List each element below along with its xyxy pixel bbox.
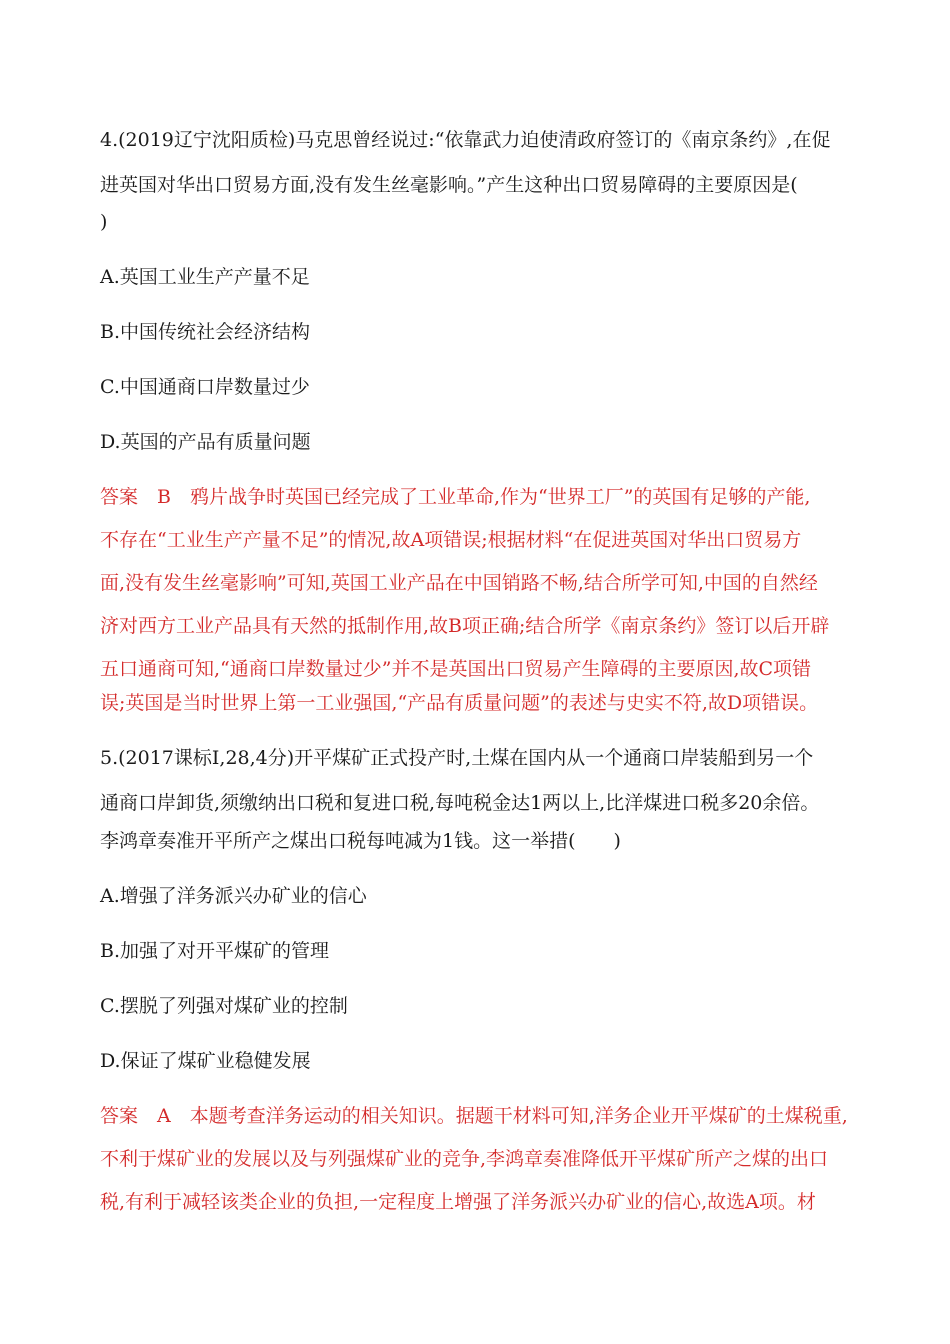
question-4-answer-line: 不存在“工业生产产量不足”的情况,故A项错误;根据材料“在促进英国对华出口贸易方 — [100, 529, 802, 551]
question-5-answer-line: 税,有利于减轻该类企业的负担,一定程度上增强了洋务派兴办矿业的信心,故选A项。材 — [100, 1191, 816, 1213]
question-5-option-a: A.增强了洋务派兴办矿业的信心 — [100, 885, 367, 907]
question-5-option-d: D.保证了煤矿业稳健发展 — [100, 1050, 311, 1072]
question-4-option-d: D.英国的产品有质量问题 — [100, 431, 311, 453]
question-5-stem-line: 通商口岸卸货,须缴纳出口税和复进口税,每吨税金达1两以上,比洋煤进口税多20余倍。 — [100, 792, 820, 814]
question-4-answer-line: 面,没有发生丝毫影响”可知,英国工业产品在中国销路不畅,结合所学可知,中国的自然经 — [100, 572, 818, 594]
question-5-option-b: B.加强了对开平煤矿的管理 — [100, 940, 330, 962]
question-4-answer-line: 答案 B 鸦片战争时英国已经完成了工业革命,作为“世界工厂”的英国有足够的产能, — [100, 486, 811, 508]
question-4-answer-line: 误;英国是当时世界上第一工业强国,“产品有质量问题”的表述与史实不符,故D项错误。 — [100, 692, 819, 714]
question-4-option-c: C.中国通商口岸数量过少 — [100, 376, 310, 398]
question-4-answer-line: 五口通商可知,“通商口岸数量过少”并不是英国出口贸易产生障碍的主要原因,故C项错 — [100, 658, 812, 680]
question-5-stem-line: 李鸿章奏准开平所产之煤出口税每吨减为1钱。这一举措( ) — [100, 830, 621, 852]
question-5-answer-line: 不利于煤矿业的发展以及与列强煤矿业的竞争,李鸿章奏准降低开平煤矿所产之煤的出口 — [100, 1148, 829, 1170]
question-5-answer-line: 答案 A 本题考查洋务运动的相关知识。据题干材料可知,洋务企业开平煤矿的土煤税重, — [100, 1105, 848, 1127]
question-4-option-b: B.中国传统社会经济结构 — [100, 321, 311, 343]
question-5-stem-line: 5.(2017课标Ⅰ,28,4分)开平煤矿正式投产时,土煤在国内从一个通商口岸装船到另一个 — [100, 747, 814, 769]
question-4-stem-line: 4.(2019辽宁沈阳质检)马克思曾经说过:“依靠武力迫使清政府签订的《南京条约》,在促 — [100, 129, 831, 151]
question-4-stem-line: ) — [100, 211, 108, 233]
question-4-answer-line: 济对西方工业产品具有天然的抵制作用,故B项正确;结合所学《南京条约》签订以后开辟 — [100, 615, 830, 637]
question-4-option-a: A.英国工业生产产量不足 — [100, 266, 310, 288]
question-4-stem-line: 进英国对华出口贸易方面,没有发生丝毫影响。”产生这种出口贸易障碍的主要原因是( — [100, 174, 798, 196]
question-5-option-c: C.摆脱了列强对煤矿业的控制 — [100, 995, 348, 1017]
